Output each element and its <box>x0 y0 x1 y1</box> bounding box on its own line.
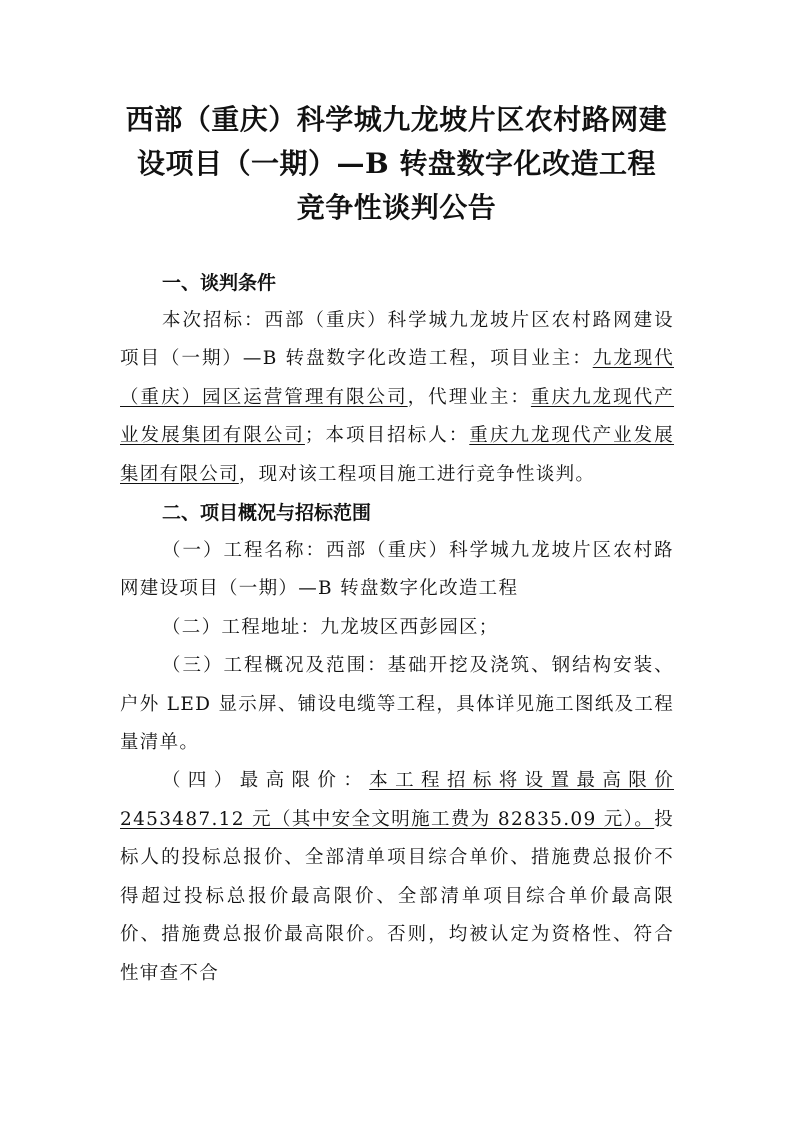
title-line-3: 竞争性谈判公告 <box>296 191 497 224</box>
title-line-1: 西部（重庆）科学城九龙坡片区农村路网建 <box>125 103 668 136</box>
conditions-text-b: ，代理业主： <box>407 386 531 408</box>
section-heading-conditions: 一、谈判条件 <box>162 272 277 294</box>
title-line-2: 设项目（一期）—B 转盘数字化改造工程 <box>137 147 656 180</box>
conditions-text-a: 本次招标：西部（重庆）科学城九龙坡片区农村路网建设项目（一期）—B 转盘数字化改造工程，项目业主： <box>120 310 674 370</box>
paragraph-price-limit <box>120 762 674 992</box>
price-limit-value: 本工程招标将设置最高限价 2453487.12 元（其中安全文明施工费为 82835.09 元）。 <box>120 770 674 830</box>
conditions-text-c: ；本项目招标人： <box>304 425 470 447</box>
paragraph-project-name: （一）工程名称：西部（重庆）科学城九龙坡片区农村路网建设项目（一期）—B 转盘数字化改造工程 <box>120 540 674 600</box>
document-title <box>110 98 683 230</box>
price-limit-rest: 投标人的投标总报价、全部清单项目综合单价、措施费总报价不得超过投标总报价最高限价、全部清单项目综合单价最高限价、措施费总报价最高限价。否则，均被认定为资格性、符合性审查不合 <box>120 808 674 984</box>
agent-owner: 重庆九龙现代产业发展集团有限公司 <box>120 386 674 447</box>
tenderer: 重庆九龙现代产业发展集团有限公司 <box>120 425 675 485</box>
price-limit-label: （四）最高限价： <box>162 770 370 792</box>
paragraph-project-address: （二）工程地址：九龙坡区西彭园区； <box>162 616 499 638</box>
section-heading-overview: 二、项目概况与招标范围 <box>162 502 372 525</box>
paragraph-conditions <box>120 302 674 494</box>
paragraph-project-scope: （三）工程概况及范围：基础开挖及浇筑、钢结构安装、户外 LED 显示屏、铺设电缆等工程，具体详见施工图纸及工程量清单。 <box>120 655 674 754</box>
project-owner: 九龙现代（重庆）园区运营管理有限公司 <box>120 348 674 408</box>
document-body <box>120 264 674 993</box>
conditions-text-d: ，现对该工程项目施工进行竞争性谈判。 <box>238 463 596 485</box>
